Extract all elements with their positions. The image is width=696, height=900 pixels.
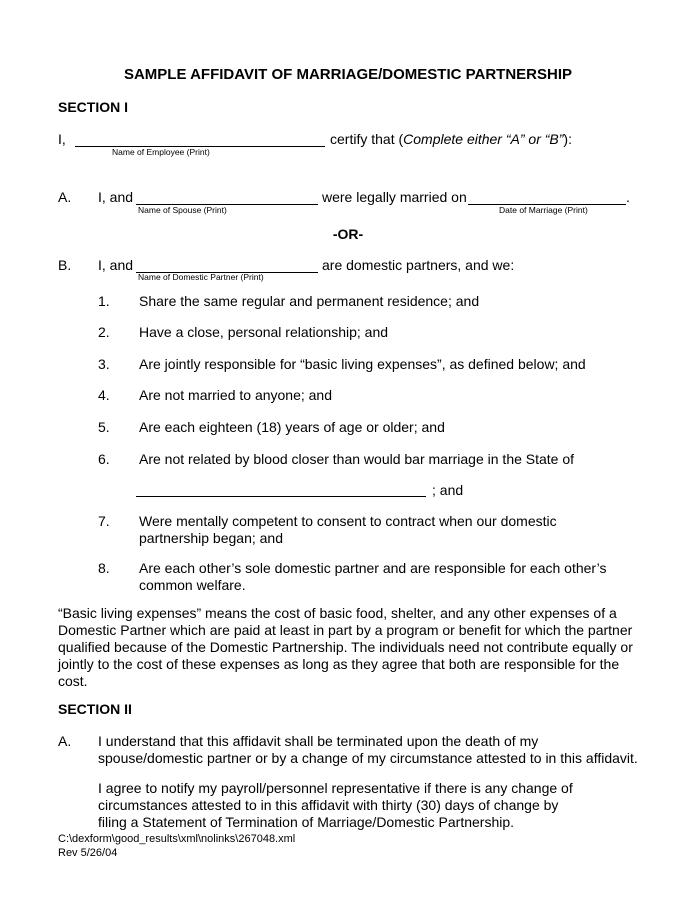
section-1-heading: SECTION I xyxy=(58,99,129,115)
intro-prefix: I, xyxy=(58,131,66,147)
list-item: Share the same regular and permanent residence; and xyxy=(139,293,480,309)
list-item-number: 1. xyxy=(98,293,110,309)
list-item-number: 8. xyxy=(98,560,110,576)
section-2-heading: SECTION II xyxy=(58,701,132,717)
list-item: Were mentally competent to consent to contract when our domestic partnership began; and xyxy=(139,513,557,546)
option-a-text2: were legally married on xyxy=(322,189,467,205)
definition-paragraph: “Basic living expenses” means the cost of basic food, shelter, and any other expenses of a Domestic Partner which are paid at least in part by a program or benefit for which the partner qualified because of the Domestic Partnership. The individuals need not contribute equally or jointly to the cost of these expenses as long as they agree that both are responsible for the cost. xyxy=(58,605,633,689)
intro-italic: Complete either “A” or “B” xyxy=(403,131,564,147)
list-item: Are not married to anyone; and xyxy=(139,387,333,403)
or-separator: -OR- xyxy=(332,226,364,242)
notification-paragraph: I agree to notify my payroll/personnel representative if there is any change of circumstances attested to in this affidavit with thirty (30) days of change by filing a Statement of Termination of Marriage/Domestic Partnership. xyxy=(98,780,573,830)
list-item: Are not related by blood closer than would bar marriage in the State of xyxy=(139,451,575,467)
list-item-number: 4. xyxy=(98,387,110,403)
section-2-letter: A. xyxy=(58,733,72,749)
list-item: Are each other’s sole domestic partner and are responsible for each other’s common welfare. xyxy=(139,560,607,593)
list-item-number: 6. xyxy=(98,451,110,467)
list-item: Have a close, personal relationship; and xyxy=(139,324,389,340)
state-suffix: ; and xyxy=(432,482,464,498)
partner-name-caption: Name of Domestic Partner (Print) xyxy=(138,272,264,282)
footer-revision: Rev 5/26/04 xyxy=(58,847,118,859)
footer-path: C:\dexform\good_results\xml\nolinks\267048.xml xyxy=(58,833,296,845)
termination-paragraph: I understand that this affidavit shall be terminated upon the death of my spouse/domestic partner or by a change of my circumstance attested to in this affidavit. xyxy=(98,733,638,766)
list-item-number: 2. xyxy=(98,324,110,340)
marriage-date-caption: Date of Marriage (Print) xyxy=(499,205,588,215)
intro-instruction xyxy=(330,131,572,148)
option-b-text2: are domestic partners, and we: xyxy=(322,257,515,273)
option-a-end: . xyxy=(626,189,630,205)
intro-suffix: ): xyxy=(563,131,572,147)
option-a-letter: A. xyxy=(58,189,72,205)
list-item-number: 7. xyxy=(98,513,110,529)
spouse-name-caption: Name of Spouse (Print) xyxy=(138,205,227,215)
list-item-number: 5. xyxy=(98,419,110,435)
option-a-text1: I, and xyxy=(98,189,134,205)
list-item: Are jointly responsible for “basic living expenses”, as defined below; and xyxy=(139,356,586,372)
option-b-letter: B. xyxy=(58,257,72,273)
state-name-line[interactable] xyxy=(136,496,426,497)
intro-middle: certify that ( xyxy=(330,131,404,147)
employee-name-caption: Name of Employee (Print) xyxy=(112,147,210,157)
document-title: SAMPLE AFFIDAVIT OF MARRIAGE/DOMESTIC PARTNERSHIP xyxy=(123,66,573,83)
list-item-number: 3. xyxy=(98,356,110,372)
option-b-text1: I, and xyxy=(98,257,134,273)
list-item: Are each eighteen (18) years of age or older; and xyxy=(139,419,445,435)
